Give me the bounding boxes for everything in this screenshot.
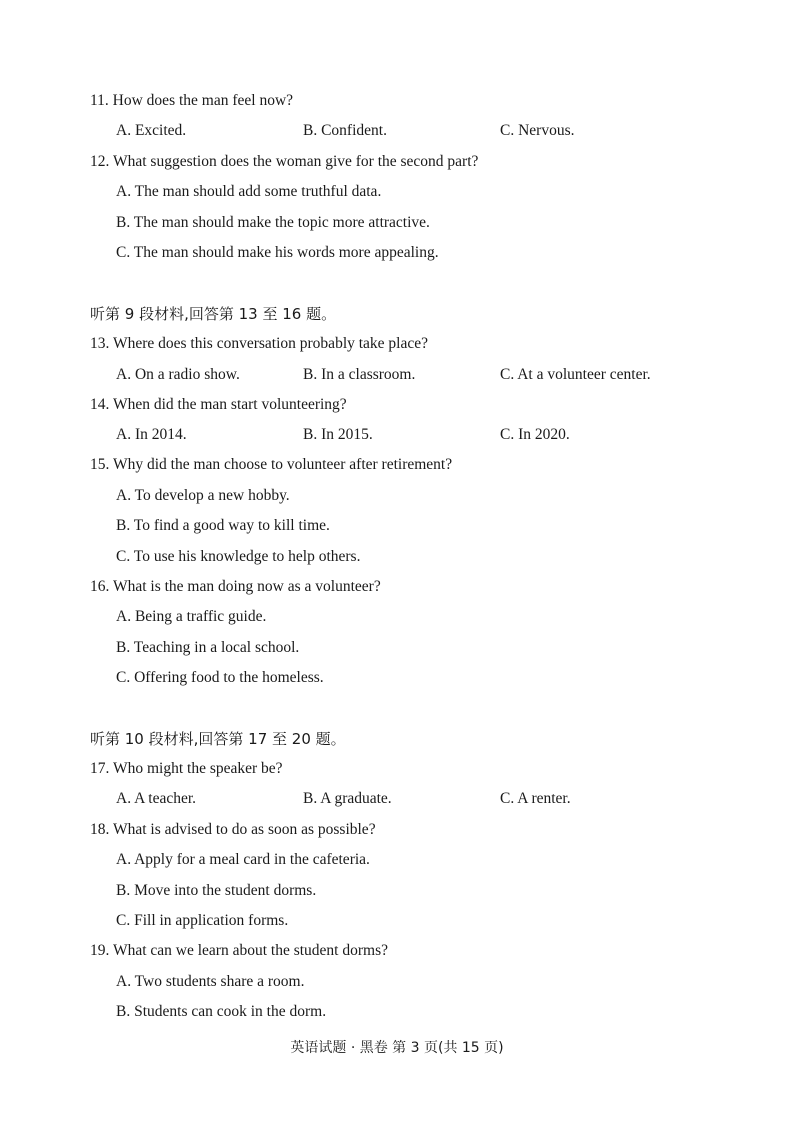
q18-option-b: B. Move into the student dorms. — [116, 882, 317, 899]
q11-option-a: A. Excited. — [116, 122, 187, 139]
question-13: 13. Where does this conversation probably take place? — [90, 335, 429, 352]
question-17: 17. Who might the speaker be? — [90, 760, 283, 777]
question-12: 12. What suggestion does the woman give for the second part? — [90, 153, 479, 170]
q17-option-c: C. A renter. — [500, 790, 571, 807]
section-heading-9: 听第 9 段材料,回答第 13 至 16 题。 — [90, 305, 337, 323]
q14-option-b: B. In 2015. — [303, 426, 373, 443]
question-14: 14. When did the man start volunteering? — [90, 396, 347, 413]
q18-option-c: C. Fill in application forms. — [116, 912, 289, 929]
q17-option-b: B. A graduate. — [303, 790, 392, 807]
q19-option-b: B. Students can cook in the dorm. — [116, 1003, 327, 1020]
q15-option-b: B. To find a good way to kill time. — [116, 517, 330, 534]
section-heading-10: 听第 10 段材料,回答第 17 至 20 题。 — [90, 730, 346, 748]
q12-option-b: B. The man should make the topic more attractive. — [116, 214, 430, 231]
q13-option-b: B. In a classroom. — [303, 366, 416, 383]
q15-option-a: A. To develop a new hobby. — [116, 487, 290, 504]
q16-option-b: B. Teaching in a local school. — [116, 639, 300, 656]
q13-option-c: C. At a volunteer center. — [500, 366, 651, 383]
page-footer: 英语试题 · 黑卷 第 3 页(共 15 页) — [290, 1040, 504, 1056]
question-19: 19. What can we learn about the student dorms? — [90, 942, 388, 959]
question-16: 16. What is the man doing now as a volunteer? — [90, 578, 381, 595]
q19-option-a: A. Two students share a room. — [116, 973, 305, 990]
q15-option-c: C. To use his knowledge to help others. — [116, 548, 361, 565]
q11-option-c: C. Nervous. — [500, 122, 575, 139]
q14-option-c: C. In 2020. — [500, 426, 570, 443]
q12-option-a: A. The man should add some truthful data. — [116, 183, 382, 200]
q11-option-b: B. Confident. — [303, 122, 387, 139]
question-15: 15. Why did the man choose to volunteer after retirement? — [90, 456, 453, 473]
q13-option-a: A. On a radio show. — [116, 366, 240, 383]
q16-option-a: A. Being a traffic guide. — [116, 608, 267, 625]
q16-option-c: C. Offering food to the homeless. — [116, 669, 324, 686]
question-11: 11. How does the man feel now? — [90, 92, 294, 109]
q12-option-c: C. The man should make his words more appealing. — [116, 244, 439, 261]
q18-option-a: A. Apply for a meal card in the cafeteria. — [116, 851, 370, 868]
q14-option-a: A. In 2014. — [116, 426, 187, 443]
q17-option-a: A. A teacher. — [116, 790, 197, 807]
question-18: 18. What is advised to do as soon as possible? — [90, 821, 376, 838]
